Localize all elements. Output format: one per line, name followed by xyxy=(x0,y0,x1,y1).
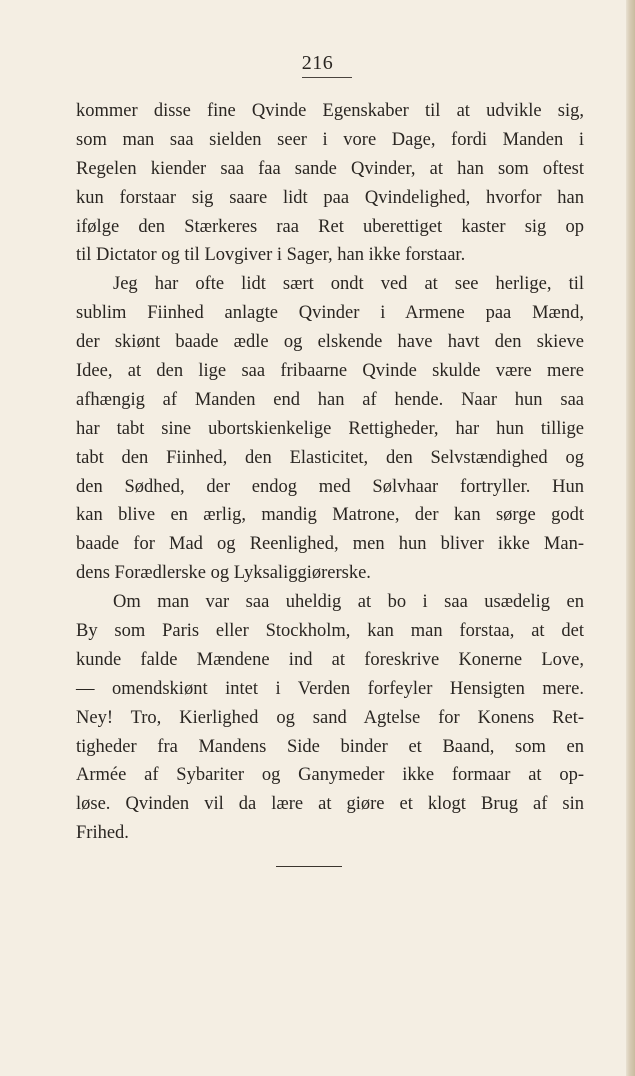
text-line: Regelen kiender saa faa sande Qvinder, at han som oftest xyxy=(76,158,584,179)
text-line: Frihed. xyxy=(76,823,129,844)
text-line: baade for Mad og Reenlighed, men hun bliver ikke Man- xyxy=(76,534,584,555)
text-line: kunde falde Mændene ind at foreskrive Konerne Love, xyxy=(76,649,584,670)
text-line: Ney! Tro, Kierlighed og sand Agtelse for Konens Ret- xyxy=(76,707,584,728)
text-line: dens Forædlerske og Lyksaliggiørerske. xyxy=(76,563,371,584)
text-line: By som Paris eller Stockholm, kan man forstaa, at det xyxy=(76,621,584,642)
text-line: kan blive en ærlig, mandig Matrone, der kan sørge godt xyxy=(76,505,584,526)
end-rule xyxy=(276,866,342,867)
text-line: har tabt sine ubortskienkelige Rettigheder, har hun tillige xyxy=(76,418,584,439)
text-line: som man saa sielden seer i vore Dage, fordi Manden i xyxy=(76,129,584,150)
text-line: ifølge den Stærkeres raa Ret uberettiget kaster sig op xyxy=(76,216,584,237)
text-line: Jeg har ofte lidt sært ondt ved at see herlige, til xyxy=(113,274,584,295)
text-line: kommer disse fine Qvinde Egenskaber til at udvikle sig, xyxy=(76,101,584,121)
text-line: Armée af Sybariter og Ganymeder ikke formaar at op- xyxy=(76,765,584,786)
text-line: afhængig af Manden end han af hende. Naar hun saa xyxy=(76,389,584,410)
page-number: 216 xyxy=(301,52,334,74)
text-line: tabt den Fiinhed, den Elasticitet, den Selvstændighed og xyxy=(76,447,584,468)
text-line: Om man var saa uheldig at bo i saa usædelig en xyxy=(113,592,584,613)
page-number-rule xyxy=(302,77,352,78)
page-edge xyxy=(626,0,635,1076)
text-line: den Sødhed, der endog med Sølvhaar fortryller. Hun xyxy=(76,476,584,497)
text-line: til Dictator og til Lovgiver i Sager, han ikke forstaar. xyxy=(76,245,466,266)
text-line: Idee, at den lige saa fribaarne Qvinde skulde være mere xyxy=(76,361,584,382)
text-line: kun forstaar sig saare lidt paa Qvindelighed, hvorfor han xyxy=(76,187,584,208)
body-text xyxy=(76,97,584,848)
text-line: sublim Fiinhed anlagte Qvinder i Armene paa Mænd, xyxy=(76,303,584,324)
text-line: — omendskiønt intet i Verden forfeyler Hensigten mere. xyxy=(76,678,584,699)
text-line: løse. Qvinden vil da lære at giøre et klogt Brug af sin xyxy=(76,794,584,815)
text-line: der skiønt baade ædle og elskende have havt den skieve xyxy=(76,332,584,353)
text-line: tigheder fra Mandens Side binder et Baand, som en xyxy=(76,736,584,757)
